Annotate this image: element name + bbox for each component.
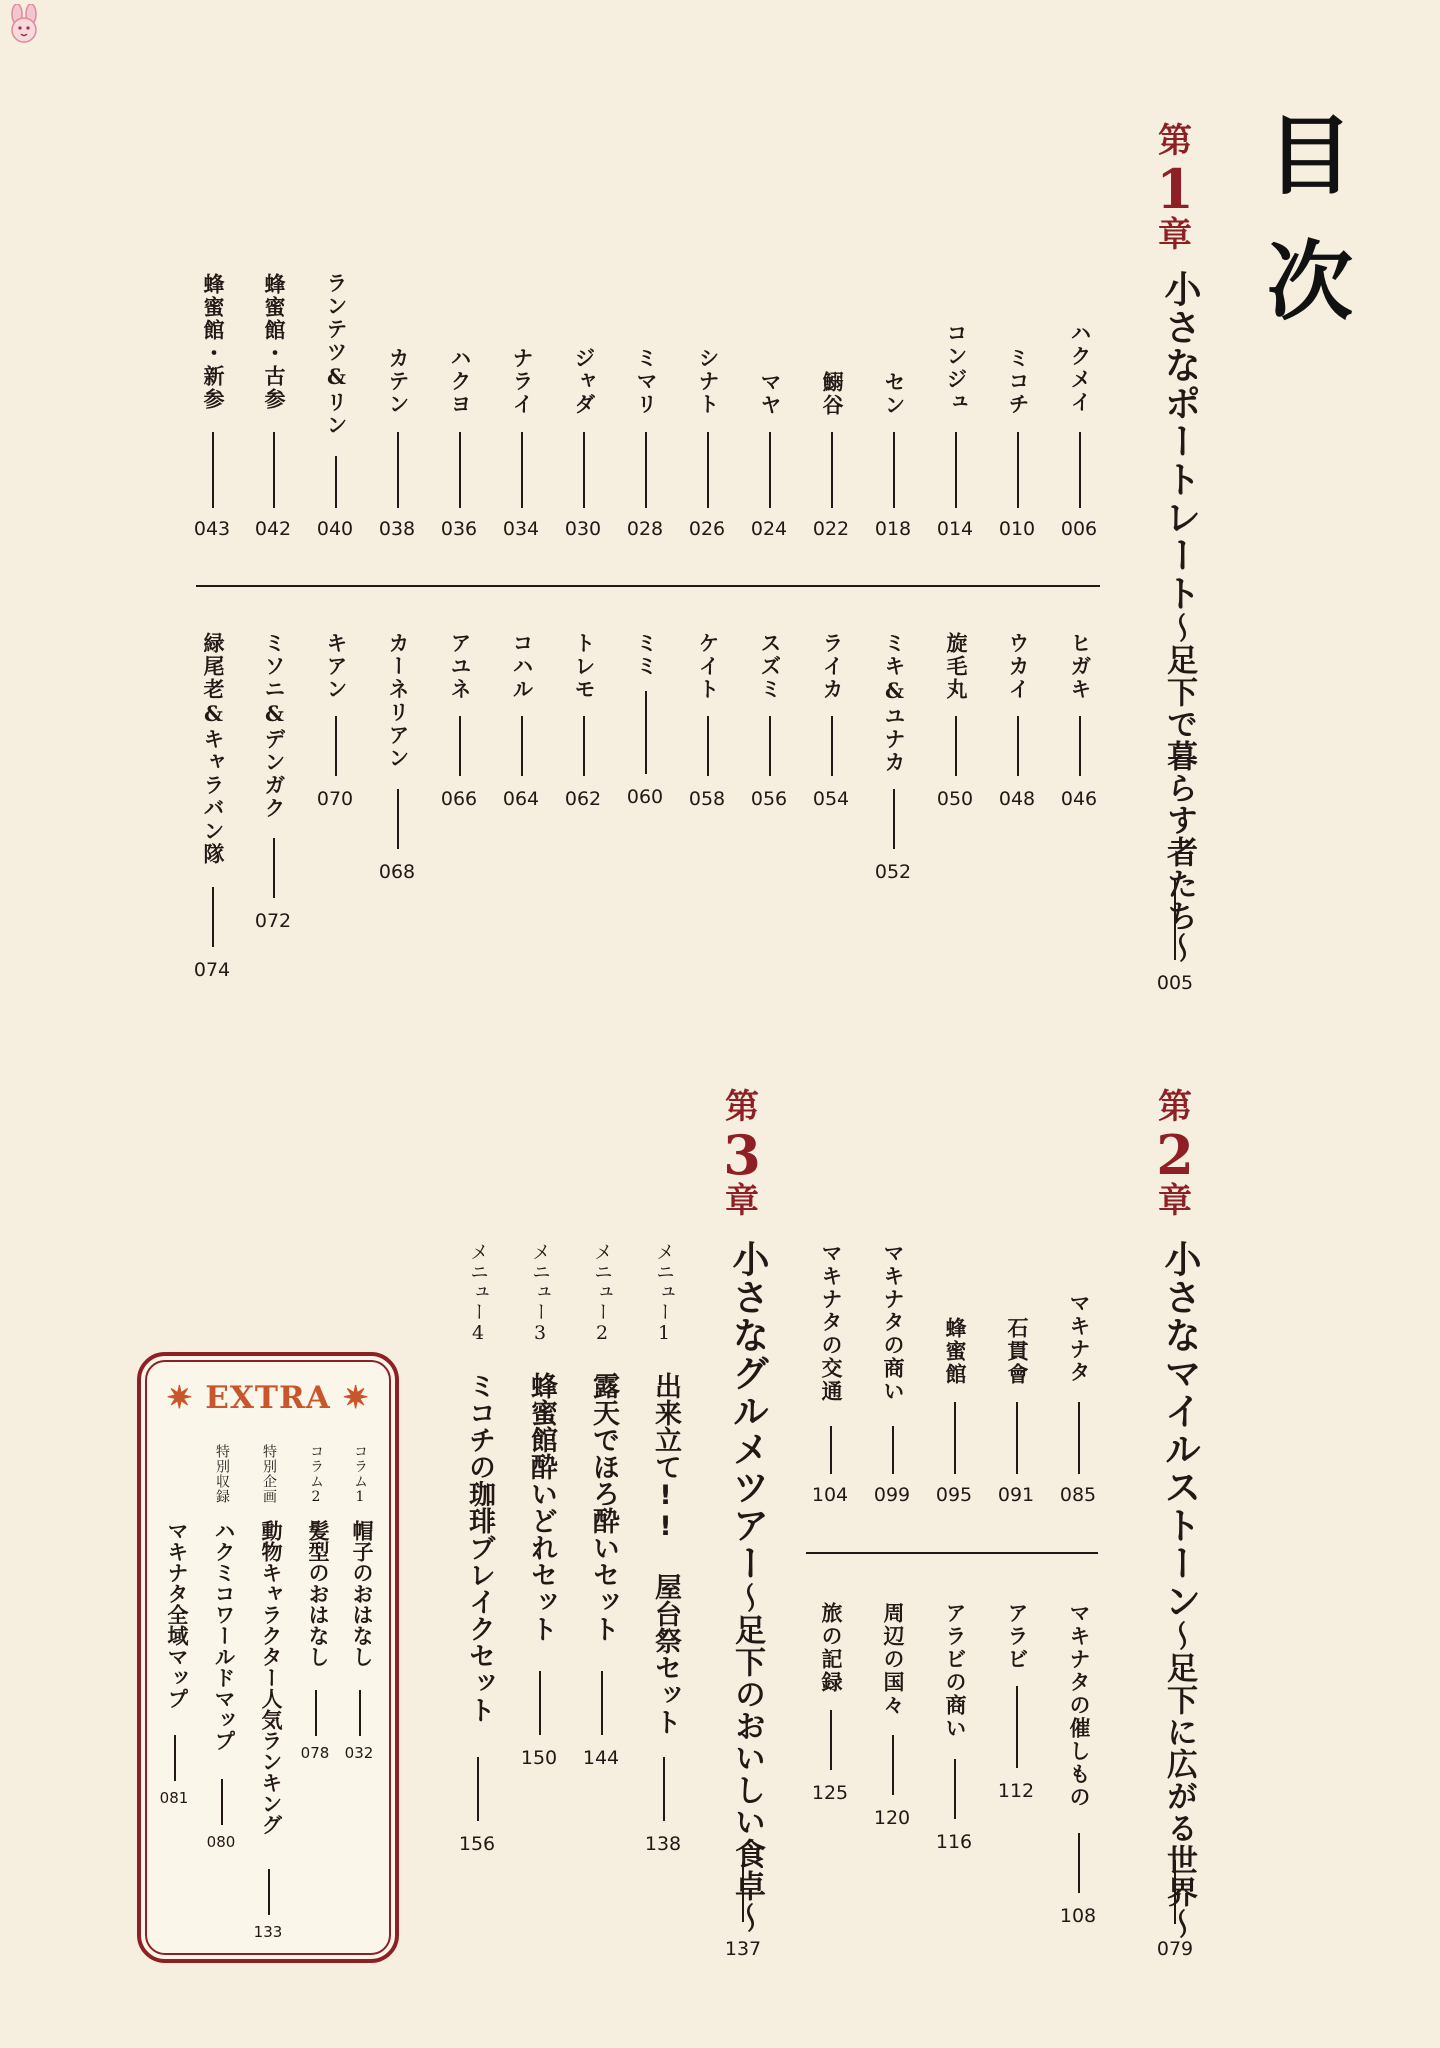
chapter-1-entry-label: ミソニ&デンガク xyxy=(262,632,287,820)
ornament-icon: ✷ xyxy=(342,1380,370,1416)
chapter-1-entry-label: 蜂蜜館・古参 xyxy=(262,273,287,411)
chapter-1-entry-leader xyxy=(273,838,275,898)
chapter-1-entry-label: ランテツ&リン xyxy=(324,272,349,437)
chapter-2-entry-leader xyxy=(1016,1686,1018,1769)
chapter-2-entry-label: 周辺の国々 xyxy=(881,1602,906,1717)
chapter-1-entry-page: 030 xyxy=(564,518,602,540)
chapter-2-entry-label: 旅の記録 xyxy=(819,1602,844,1694)
extra-item-page: 078 xyxy=(300,1744,330,1763)
chapter-1-entry-label: シナト xyxy=(696,346,721,416)
chapter-1-entry-leader xyxy=(955,716,957,776)
chapter-3-leader xyxy=(742,1862,744,1922)
chapter-2-leader xyxy=(1174,1860,1176,1924)
chapter-1-entry-page: 064 xyxy=(502,787,540,810)
chapter-1-entry-label: ミマリ xyxy=(634,346,659,416)
menu-title: ミコチの珈琲ブレイクセット xyxy=(464,1372,495,1723)
chapter-1-entry-page: 060 xyxy=(626,786,664,808)
chapter-1-entry-page: 068 xyxy=(378,861,416,883)
chapter-1-leader xyxy=(1174,880,1176,960)
menu-label: メニュー4 xyxy=(467,1242,489,1345)
chapter-1-entry-leader xyxy=(583,716,585,776)
chapter-1-entry-page: 022 xyxy=(812,518,850,540)
chapter-1-entry-leader xyxy=(1079,432,1081,508)
chapter-1-entry-leader xyxy=(707,716,709,776)
chapter-1-entry-page: 038 xyxy=(378,518,416,540)
chapter-1-entry-label: マヤ xyxy=(758,371,783,417)
menu-page: 156 xyxy=(458,1832,496,1855)
chapter-1-entry-label: カテン xyxy=(386,346,411,416)
extra-item-leader xyxy=(174,1735,176,1781)
chapter-1-entry-page: 072 xyxy=(254,910,292,932)
chapter-1-entry-label: ライカ xyxy=(820,632,845,701)
extra-item-leader xyxy=(315,1690,317,1736)
menu-title: 蜂蜜館酔いどれセット xyxy=(526,1372,557,1642)
chapter-2-entry-label: アラビの商い xyxy=(943,1602,968,1740)
menu-leader xyxy=(539,1671,541,1735)
chapter-1-entry-leader xyxy=(893,789,895,849)
chapter-2-entry-label: 石貫會 xyxy=(1005,1316,1030,1386)
chapter-2-entry-page: 099 xyxy=(873,1484,911,1506)
chapter-1-entry-leader xyxy=(212,887,214,947)
chapter-1-entry-label: ジャダ xyxy=(572,346,597,416)
chapter-1-entry-leader xyxy=(521,432,523,508)
chapter-1-entry-label: ハクメイ xyxy=(1068,322,1093,414)
extra-box xyxy=(137,1352,399,1963)
chapter-2-entry-leader xyxy=(1016,1402,1018,1474)
chapter-1-entry-leader xyxy=(955,432,957,508)
extra-item-page: 081 xyxy=(159,1788,189,1807)
menu-title: 出来立て!! 屋台祭セット xyxy=(650,1372,681,1735)
chapter-2-entry-page: 108 xyxy=(1059,1904,1097,1927)
chapter-2-entry-label: マキナタの催しもの xyxy=(1067,1602,1092,1809)
chapter-2-entry-label: マキナタの交通 xyxy=(819,1242,844,1403)
chapter-1-entry-label: ケイト xyxy=(696,632,721,701)
chapter-1-entry-label: カーネリアン xyxy=(386,632,411,770)
chapter-1-entry-page: 054 xyxy=(812,787,850,810)
extra-item-page: 032 xyxy=(344,1744,374,1763)
chapter-1-entry-leader xyxy=(707,432,709,508)
chapter-1-entry-leader xyxy=(1017,716,1019,776)
menu-leader xyxy=(601,1671,603,1735)
chapter-3-label: 第 3 章 xyxy=(723,1087,761,1221)
chapter-1-entry-page: 074 xyxy=(193,959,231,981)
chapter-1-entry-leader xyxy=(645,432,647,508)
chapter-1-entry-leader xyxy=(645,691,647,774)
chapter-1-entry-page: 028 xyxy=(626,518,664,540)
chapter-1-entry-leader xyxy=(459,716,461,776)
chapter-1-entry-leader xyxy=(1079,716,1081,776)
menu-leader xyxy=(477,1757,479,1821)
extra-item-title: ハクミコワールドマップ xyxy=(212,1520,236,1751)
chapter-1-entry-page: 056 xyxy=(750,787,788,810)
chapter-1-entry-page: 062 xyxy=(564,787,602,810)
chapter-1-entry-label: ミコチ xyxy=(1006,346,1031,416)
chapter-1-entry-page: 066 xyxy=(440,787,478,810)
extra-item-title: 髪型のおはなし xyxy=(306,1520,330,1667)
chapter-1-entry-label: セン xyxy=(882,371,907,417)
chapter-1-entry-page: 014 xyxy=(936,518,974,540)
chapter-2-entry-page: 091 xyxy=(997,1484,1035,1506)
extra-item-leader xyxy=(268,1869,270,1915)
chapter-2-entry-leader xyxy=(830,1426,832,1475)
extra-item-label: コラム2 xyxy=(308,1444,324,1506)
chapter-1-entry-label: アユネ xyxy=(448,632,473,701)
chapter-1-entry-leader xyxy=(1017,432,1019,508)
chapter-2-entry-leader xyxy=(1078,1833,1080,1893)
chapter-1-entry-leader xyxy=(831,432,833,508)
chapter-1-entry-leader xyxy=(583,432,585,508)
chapter-1-entry-leader xyxy=(831,716,833,776)
chapter-2-title: 小さなマイルストーン～足下に広がる世界～ xyxy=(1158,1240,1201,1940)
chapter-2-entry-page: 095 xyxy=(935,1484,973,1506)
chapter-2-page: 079 xyxy=(1156,1938,1194,1960)
chapter-2-entry-leader xyxy=(954,1402,956,1474)
chapter-1-divider xyxy=(196,585,1100,587)
extra-item-title: マキナタ全域マップ xyxy=(165,1520,189,1709)
chapter-1-entry-page: 042 xyxy=(254,518,292,540)
chapter-2-entry-leader xyxy=(954,1759,956,1819)
chapter-1-entry-label: キアン xyxy=(324,632,349,701)
chapter-1-entry-leader xyxy=(521,716,523,776)
chapter-1-entry-label: ヒガキ xyxy=(1068,632,1093,701)
extra-item-leader xyxy=(221,1779,223,1825)
extra-item-label: コラム1 xyxy=(352,1444,368,1506)
chapter-1-entry-page: 043 xyxy=(193,518,231,540)
chapter-1-entry-label: 旋毛丸 xyxy=(944,632,969,701)
chapter-1-entry-leader xyxy=(273,432,275,508)
chapter-1-entry-label: ミキ&ユナカ xyxy=(882,632,907,774)
chapter-1-entry-label: ミミ xyxy=(634,632,659,678)
chapter-2-entry-label: アラビ xyxy=(1005,1602,1030,1671)
ornament-icon: ✷ xyxy=(166,1380,194,1416)
chapter-3-page: 137 xyxy=(724,1938,762,1960)
chapter-1-entry-leader xyxy=(397,789,399,849)
chapter-1-entry-leader xyxy=(212,432,214,508)
chapter-1-label: 第 1 章 xyxy=(1156,121,1194,255)
chapter-1-entry-label: コンジュ xyxy=(944,322,969,414)
chapter-2-entry-leader xyxy=(830,1710,832,1770)
menu-label: メニュー1 xyxy=(653,1242,675,1345)
extra-item-page: 080 xyxy=(206,1833,236,1852)
chapter-2-entry-page: 104 xyxy=(811,1484,849,1506)
chapter-1-entry-page: 070 xyxy=(316,787,354,810)
extra-item-label: 特別企画 xyxy=(261,1444,277,1504)
chapter-1-entry-page: 010 xyxy=(998,518,1036,540)
chapter-2-label: 第 2 章 xyxy=(1156,1087,1194,1221)
chapter-1-entry-page: 052 xyxy=(874,861,912,883)
chapter-1-entry-label: コハル xyxy=(510,632,535,701)
chapter-1-entry-label: ハクヨ xyxy=(448,346,473,416)
menu-page: 144 xyxy=(582,1747,620,1769)
chapter-1-entry-label: スズミ xyxy=(758,632,783,701)
menu-title: 露天でほろ酔いセット xyxy=(588,1372,619,1642)
chapter-2-divider xyxy=(806,1552,1098,1554)
chapter-2-entry-label: マキナタ xyxy=(1067,1292,1092,1384)
page-title: 目次 xyxy=(1252,110,1352,362)
chapter-1-entry-label: ウカイ xyxy=(1006,632,1031,701)
chapter-1-entry-label: 蜂蜜館・新参 xyxy=(201,273,226,411)
chapter-1-entry-page: 026 xyxy=(688,518,726,540)
chapter-1-entry-page: 034 xyxy=(502,518,540,540)
chapter-3-title: 小さなグルメツアー～足下のおいしい食卓～ xyxy=(726,1240,769,1934)
chapter-1-entry-page: 024 xyxy=(750,518,788,540)
chapter-1-page: 005 xyxy=(1156,972,1194,994)
chapter-1-entry-page: 048 xyxy=(998,787,1036,810)
chapter-2-entry-page: 112 xyxy=(997,1780,1035,1802)
chapter-1-entry-label: 鰯谷 xyxy=(820,371,845,417)
chapter-1-entry-page: 040 xyxy=(316,518,354,540)
chapter-1-entry-leader xyxy=(335,456,337,509)
menu-leader xyxy=(663,1757,665,1821)
chapter-2-entry-page: 125 xyxy=(811,1782,849,1804)
chapter-2-entry-leader xyxy=(892,1426,894,1475)
chapter-2-entry-label: マキナタの商い xyxy=(881,1242,906,1403)
chapter-1-title: 小さなポートレート～足下で暮らす者たち～ xyxy=(1158,270,1201,964)
chapter-1-entry-page: 050 xyxy=(936,787,974,810)
menu-label: メニュー2 xyxy=(591,1242,613,1345)
chapter-1-entry-leader xyxy=(459,432,461,508)
extra-item-title: 動物キャラクター人気ランキング xyxy=(259,1520,283,1835)
chapter-2-entry-page: 120 xyxy=(873,1806,911,1829)
chapter-2-entry-label: 蜂蜜館 xyxy=(943,1316,968,1386)
chapter-2-entry-page: 116 xyxy=(935,1831,973,1853)
menu-page: 138 xyxy=(644,1832,682,1855)
chapter-1-entry-leader xyxy=(397,432,399,508)
publisher-mark-icon xyxy=(4,4,44,44)
chapter-1-entry-page: 018 xyxy=(874,518,912,540)
chapter-1-entry-label: 緑尾老&キャラバン隊 xyxy=(201,632,226,866)
menu-page: 150 xyxy=(520,1747,558,1769)
chapter-1-entry-page: 046 xyxy=(1060,787,1098,810)
chapter-1-entry-label: ナライ xyxy=(510,346,535,416)
extra-item-leader xyxy=(359,1690,361,1736)
chapter-1-entry-leader xyxy=(769,716,771,776)
extra-item-page: 133 xyxy=(253,1922,283,1941)
menu-label: メニュー3 xyxy=(529,1242,551,1345)
chapter-2-entry-page: 085 xyxy=(1059,1484,1097,1506)
chapter-1-entry-leader xyxy=(335,716,337,776)
chapter-1-entry-page: 058 xyxy=(688,787,726,810)
extra-item-label: 特別収録 xyxy=(214,1444,230,1504)
chapter-1-entry-leader xyxy=(769,432,771,508)
extra-heading: ✷ EXTRA ✷ xyxy=(166,1380,370,1416)
extra-item-title: 帽子のおはなし xyxy=(350,1520,374,1667)
chapter-1-entry-leader xyxy=(893,432,895,508)
chapter-2-entry-leader xyxy=(892,1735,894,1795)
chapter-2-entry-leader xyxy=(1078,1402,1080,1474)
chapter-1-entry-page: 036 xyxy=(440,518,478,540)
chapter-1-entry-page: 006 xyxy=(1060,518,1098,540)
chapter-1-entry-label: トレモ xyxy=(572,632,597,701)
